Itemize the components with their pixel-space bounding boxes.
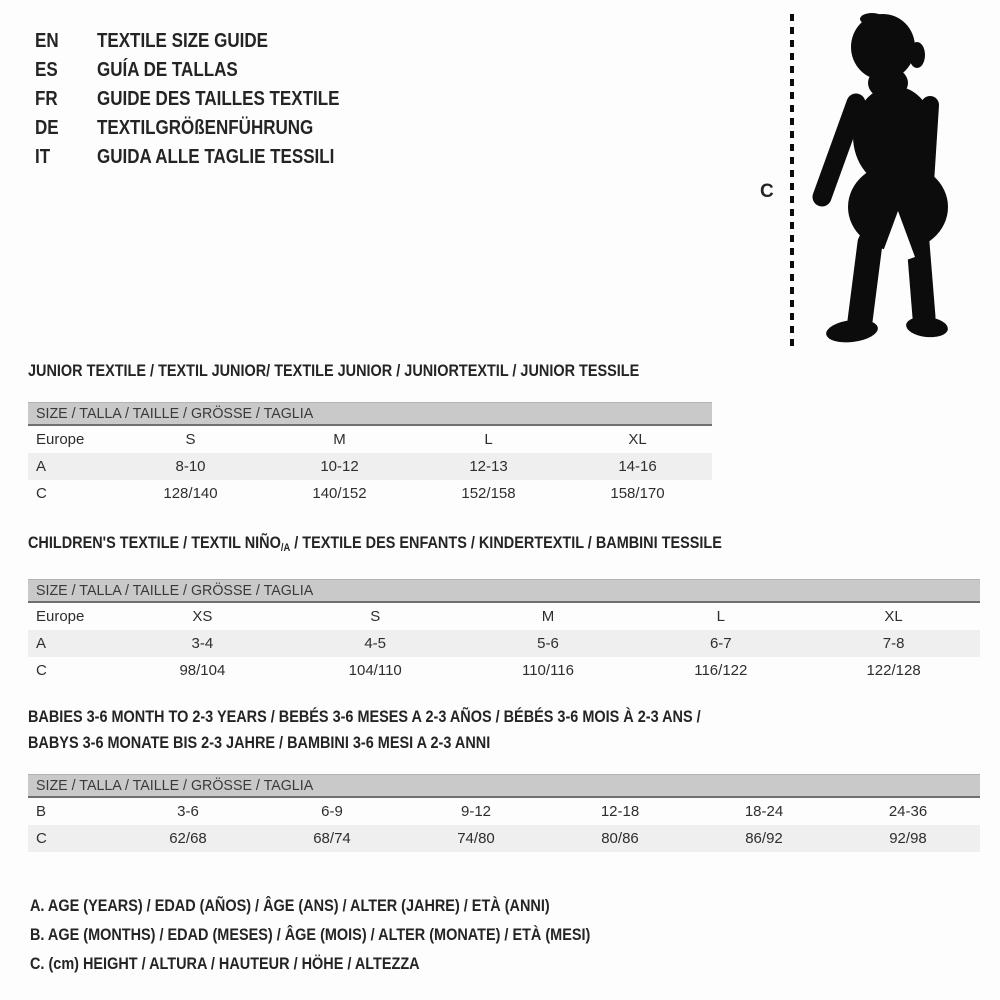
language-code: EN	[35, 30, 59, 52]
size-table	[28, 402, 712, 507]
size-header-label: SIZE / TALLA / TAILLE / GRÖSSE / TAGLIA	[36, 777, 314, 794]
size-table-rows	[28, 798, 980, 852]
section-title-line: CHILDREN'S TEXTILE / TEXTIL NIÑO/A / TEXTILE DES ENFANTS / KINDERTEXTIL / BAMBINI TESSILE	[28, 533, 722, 554]
section-title-line: BABYS 3-6 MONATE BIS 2-3 JAHRE / BAMBINI 3-6 MESI A 2-3 ANNI	[28, 733, 491, 752]
cell-value: 92/98	[889, 830, 927, 847]
legend-line: A. AGE (YEARS) / EDAD (AÑOS) / ÂGE (ANS) / ALTER (JAHRE) / ETÀ (ANNI)	[30, 896, 550, 915]
language-code: IT	[35, 146, 51, 168]
row-label: C	[36, 830, 47, 847]
table-row	[28, 825, 980, 852]
row-label: C	[36, 485, 47, 502]
language-code: ES	[35, 59, 58, 81]
language-list	[35, 27, 382, 172]
legend-line: C. (cm) HEIGHT / ALTURA / HAUTEUR / HÖHE / ALTEZZA	[30, 954, 420, 973]
table-row	[28, 603, 980, 630]
size-table-rows	[28, 603, 980, 684]
cell-value: 12-18	[600, 803, 640, 820]
cell-value: M	[541, 608, 555, 625]
language-label: TEXTILE SIZE GUIDE	[97, 30, 268, 52]
cell-value: 3-4	[191, 635, 214, 652]
language-label: GUIDE DES TAILLES TEXTILE	[97, 88, 340, 110]
table-row	[28, 798, 980, 825]
size-section-children	[28, 530, 980, 684]
height-marker-label: C	[760, 181, 774, 202]
row-label: B	[36, 803, 47, 820]
cell-value: 158/170	[610, 485, 665, 502]
row-label: Europe	[36, 608, 85, 625]
baby-silhouette-image	[806, 11, 952, 347]
cell-value: 98/104	[179, 662, 226, 679]
section-title	[28, 358, 747, 384]
height-dotted-line	[790, 14, 794, 347]
size-table	[28, 579, 980, 684]
size-section-babies	[28, 704, 980, 852]
cell-value: 116/122	[694, 662, 748, 679]
cell-value: 3-6	[177, 803, 199, 820]
language-row	[35, 143, 382, 172]
size-section-junior	[28, 358, 747, 507]
cell-value: 18-24	[744, 803, 784, 820]
language-label: GUÍA DE TALLAS	[97, 59, 238, 81]
size-table-header	[28, 579, 980, 603]
cell-value: 8-10	[175, 458, 206, 475]
cell-value: S	[370, 608, 381, 625]
table-row	[28, 630, 980, 657]
cell-value: XL	[628, 431, 647, 448]
size-table	[28, 774, 980, 852]
legend-line: B. AGE (MONTHS) / EDAD (MESES) / ÂGE (MOIS) / ALTER (MONATE) / ETÀ (MESI)	[30, 925, 591, 944]
cell-value: 86/92	[745, 830, 783, 847]
section-title-line: JUNIOR TEXTILE / TEXTIL JUNIOR/ TEXTILE JUNIOR / JUNIORTEXTIL / JUNIOR TESSILE	[28, 361, 640, 380]
baby-silhouette-shapes	[822, 13, 949, 345]
size-header-label: SIZE / TALLA / TAILLE / GRÖSSE / TAGLIA	[36, 582, 314, 599]
language-row	[35, 114, 382, 143]
cell-value: 14-16	[618, 458, 657, 475]
language-label: GUIDA ALLE TAGLIE TESSILI	[97, 146, 335, 168]
cell-value: 128/140	[163, 485, 218, 502]
size-table-header	[28, 774, 980, 798]
table-row	[28, 480, 712, 507]
cell-value: 104/110	[348, 662, 402, 679]
cell-value: 62/68	[169, 830, 207, 847]
language-label: TEXTILGRÖßENFÜHRUNG	[97, 117, 314, 139]
row-label: A	[36, 635, 47, 652]
cell-value: 5-6	[537, 635, 559, 652]
size-header-label: SIZE / TALLA / TAILLE / GRÖSSE / TAGLIA	[36, 405, 314, 422]
cell-value: 6-9	[321, 803, 343, 820]
cell-value: S	[185, 431, 196, 448]
table-row	[28, 657, 980, 684]
language-code: DE	[35, 117, 59, 139]
section-title	[28, 530, 980, 561]
row-label: Europe	[36, 431, 85, 448]
cell-value: 110/116	[521, 662, 574, 679]
cell-value: L	[716, 608, 725, 625]
cell-value: 4-5	[364, 635, 387, 652]
row-label: A	[36, 458, 47, 475]
section-title	[28, 704, 980, 756]
section-title-line: BABIES 3-6 MONTH TO 2-3 YEARS / BEBÉS 3-6 MESES A 2-3 AÑOS / BÉBÉS 3-6 MOIS À 2-3 ANS /	[28, 707, 701, 726]
table-row	[28, 453, 712, 480]
size-table-header	[28, 402, 712, 426]
cell-value: XS	[192, 608, 213, 625]
cell-value: XL	[884, 608, 903, 625]
language-row	[35, 27, 382, 56]
language-code: FR	[35, 88, 58, 110]
legend	[30, 891, 689, 978]
cell-value: 74/80	[457, 830, 495, 847]
cell-value: 140/152	[312, 485, 367, 502]
cell-value: M	[333, 431, 346, 448]
cell-value: 6-7	[709, 635, 732, 652]
row-label: C	[36, 662, 47, 679]
cell-value: 152/158	[461, 485, 516, 502]
cell-value: 24-36	[888, 803, 928, 820]
cell-value: 12-13	[469, 458, 508, 475]
cell-value: 7-8	[882, 635, 905, 652]
table-row	[28, 426, 712, 453]
cell-value: 9-12	[460, 803, 492, 820]
cell-value: 80/86	[601, 830, 639, 847]
cell-value: 122/128	[866, 662, 921, 679]
cell-value: 10-12	[320, 458, 359, 475]
size-table-rows	[28, 426, 712, 507]
language-row	[35, 56, 382, 85]
cell-value: 68/74	[313, 830, 351, 847]
language-row	[35, 85, 382, 114]
cell-value: L	[484, 431, 493, 448]
